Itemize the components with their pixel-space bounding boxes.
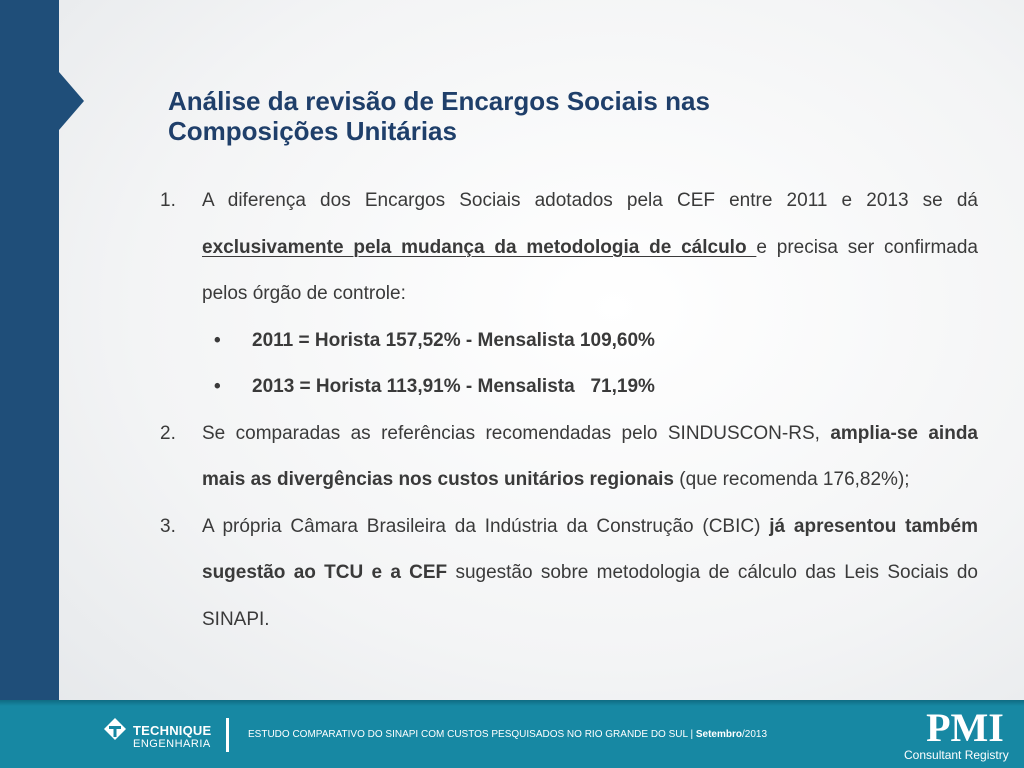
pmi-consultant-registry: Consultant Registry [904, 748, 1009, 762]
item-3-text-after: sugestão sobre metodologia de cálculo das Leis Sociais do SINAPI. [202, 562, 978, 630]
footer-shadow [0, 700, 1024, 706]
list-number-2: 2. [160, 422, 176, 444]
bullet-icon: • [214, 329, 221, 351]
left-accent-band [0, 0, 59, 700]
list-item-1 [160, 178, 978, 318]
footer-year: /2013 [741, 729, 768, 740]
footer-study-title [248, 729, 767, 740]
item-2-text-after: (que recomenda 176,82%); [674, 469, 910, 490]
technique-logo-icon [103, 717, 127, 741]
list-number-3: 3. [160, 515, 176, 537]
bullet-icon: • [214, 376, 221, 397]
item-3-text-before: A própria Câmara Brasileira da Indústria da Construção (CBIC) [202, 515, 770, 537]
pmi-logo-icon [916, 706, 1014, 746]
list-item-2 [160, 411, 978, 504]
item-1-emphasis: exclusivamente pela mudança da metodologia de cálculo [202, 236, 757, 258]
list-item-3 [160, 504, 978, 644]
slide-title-line-2: Composições Unitárias [168, 116, 457, 146]
sub-bullet-2013 [160, 364, 978, 411]
company-subtitle: ENGENHARIA [133, 738, 211, 750]
slide-content [160, 178, 978, 643]
item-2-text-before: Se comparadas as referências recomendadas pelo SINDUSCON-RS, [202, 422, 831, 444]
pmi-logo-text: PMI [926, 706, 1004, 746]
sub-bullet-2011-text: 2011 = Horista 157,52% - Mensalista 109,60% [252, 329, 655, 351]
item-3-emphasis: já apresentou também sugestão ao TCU e a CEF [202, 515, 978, 583]
slide-title-line-1: Análise da revisão de Encargos Sociais nas [168, 86, 710, 116]
footer-study-text: ESTUDO COMPARATIVO DO SINAPI COM CUSTOS PESQUISADOS NO RIO GRANDE DO SUL | [248, 729, 696, 740]
footer-month: Setembro [695, 729, 742, 740]
company-name: TECHNIQUE [133, 723, 212, 738]
item-2-emphasis: amplia-se ainda mais as divergências nos custos unitários regionais [202, 422, 978, 490]
list-number-1: 1. [160, 190, 176, 211]
sub-bullet-2013-text: 2013 = Horista 113,91% - Mensalista 71,19% [252, 376, 655, 397]
footer-divider [226, 718, 229, 752]
left-accent-arrow [59, 72, 84, 130]
item-1-text-after: e precisa ser confirmada pelos órgão de controle: [202, 236, 978, 304]
item-1-text-before: A diferença dos Encargos Sociais adotados pela CEF entre 2011 e 2013 se dá [202, 190, 978, 211]
slide-title [168, 86, 868, 146]
sub-bullet-2011 [160, 318, 978, 365]
